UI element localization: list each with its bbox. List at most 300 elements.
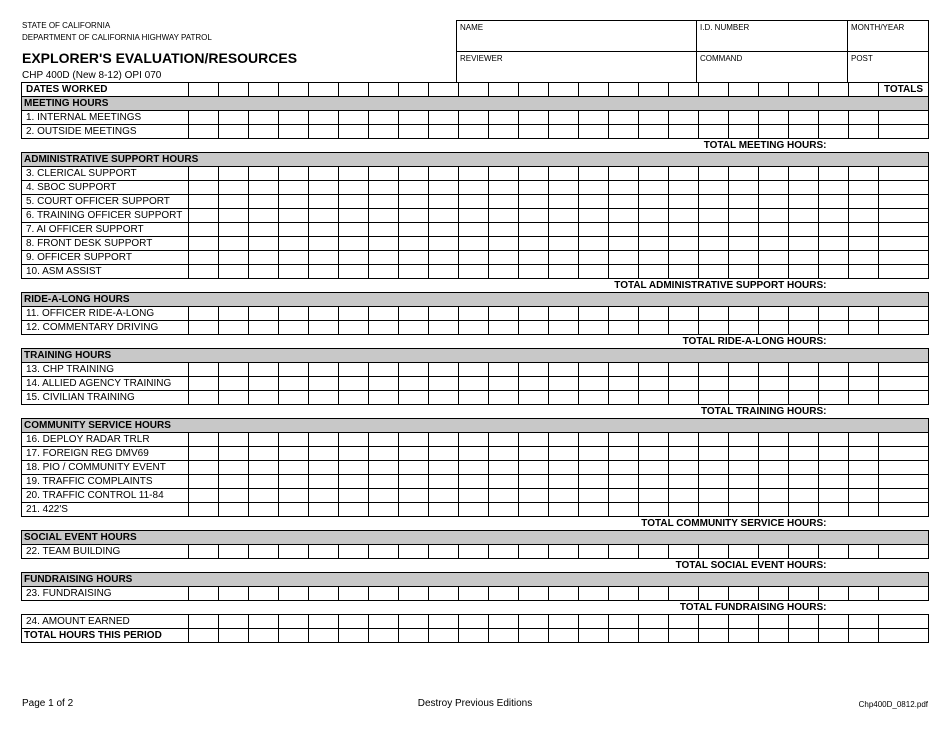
hours-cell[interactable] [459,615,489,629]
hours-cell[interactable] [279,237,309,251]
hours-cell[interactable] [729,209,759,223]
hours-cell[interactable] [699,237,729,251]
hours-cell[interactable] [309,489,339,503]
hours-cell[interactable] [309,391,339,405]
hours-cell[interactable] [249,307,279,321]
hours-cell[interactable] [729,433,759,447]
hours-cell[interactable] [579,223,609,237]
hours-cell[interactable] [549,111,579,125]
hours-cell[interactable] [189,475,219,489]
hours-cell[interactable] [819,461,849,475]
hours-cell[interactable] [219,433,249,447]
hours-cell[interactable] [699,321,729,335]
section-total-value[interactable] [879,559,929,573]
hours-cell[interactable] [729,447,759,461]
hours-cell[interactable] [549,503,579,517]
hours-cell[interactable] [369,265,399,279]
hours-cell[interactable] [849,587,879,601]
command-field[interactable] [697,52,848,83]
hours-cell[interactable] [699,377,729,391]
hours-cell[interactable] [189,223,219,237]
row-total-cell[interactable] [879,237,929,251]
hours-cell[interactable] [489,475,519,489]
hours-cell[interactable] [519,265,549,279]
hours-cell[interactable] [429,209,459,223]
date-cell[interactable] [459,83,489,97]
date-cell[interactable] [549,83,579,97]
hours-cell[interactable] [549,321,579,335]
hours-cell[interactable] [189,615,219,629]
row-total-cell[interactable] [879,615,929,629]
hours-cell[interactable] [699,475,729,489]
hours-cell[interactable] [639,461,669,475]
hours-cell[interactable] [489,265,519,279]
hours-cell[interactable] [579,461,609,475]
hours-cell[interactable] [579,363,609,377]
hours-cell[interactable] [699,545,729,559]
date-cell[interactable] [219,83,249,97]
hours-cell[interactable] [219,307,249,321]
hours-cell[interactable] [219,615,249,629]
hours-cell[interactable] [669,545,699,559]
hours-cell[interactable] [699,265,729,279]
hours-cell[interactable] [639,195,669,209]
row-total-cell[interactable] [879,307,929,321]
hours-cell[interactable] [579,195,609,209]
hours-cell[interactable] [429,125,459,139]
hours-cell[interactable] [459,629,489,643]
hours-cell[interactable] [789,475,819,489]
hours-cell[interactable] [339,223,369,237]
hours-cell[interactable] [609,587,639,601]
hours-cell[interactable] [639,181,669,195]
date-cell[interactable] [399,83,429,97]
hours-cell[interactable] [669,265,699,279]
hours-cell[interactable] [249,363,279,377]
hours-cell[interactable] [399,391,429,405]
row-total-cell[interactable] [879,461,929,475]
hours-cell[interactable] [759,251,789,265]
hours-cell[interactable] [459,587,489,601]
hours-cell[interactable] [849,265,879,279]
hours-cell[interactable] [429,181,459,195]
hours-cell[interactable] [339,615,369,629]
hours-cell[interactable] [729,265,759,279]
hours-cell[interactable] [639,615,669,629]
hours-cell[interactable] [429,223,459,237]
hours-cell[interactable] [339,321,369,335]
hours-cell[interactable] [789,237,819,251]
hours-cell[interactable] [309,237,339,251]
hours-cell[interactable] [519,237,549,251]
hours-cell[interactable] [729,545,759,559]
hours-cell[interactable] [339,265,369,279]
hours-cell[interactable] [369,475,399,489]
hours-cell[interactable] [639,251,669,265]
hours-cell[interactable] [699,489,729,503]
hours-cell[interactable] [249,475,279,489]
hours-cell[interactable] [219,461,249,475]
row-total-cell[interactable] [879,167,929,181]
date-cell[interactable] [639,83,669,97]
hours-cell[interactable] [519,475,549,489]
hours-cell[interactable] [759,545,789,559]
hours-cell[interactable] [639,363,669,377]
hours-cell[interactable] [819,545,849,559]
hours-cell[interactable] [219,223,249,237]
hours-cell[interactable] [399,321,429,335]
hours-cell[interactable] [699,629,729,643]
hours-cell[interactable] [369,321,399,335]
hours-cell[interactable] [699,307,729,321]
row-total-cell[interactable] [879,629,929,643]
hours-cell[interactable] [669,125,699,139]
hours-cell[interactable] [609,503,639,517]
hours-cell[interactable] [429,629,459,643]
hours-cell[interactable] [309,167,339,181]
hours-cell[interactable] [459,475,489,489]
hours-cell[interactable] [399,181,429,195]
row-total-cell[interactable] [879,111,929,125]
hours-cell[interactable] [279,307,309,321]
hours-cell[interactable] [549,167,579,181]
hours-cell[interactable] [849,363,879,377]
hours-cell[interactable] [849,111,879,125]
hours-cell[interactable] [519,111,549,125]
hours-cell[interactable] [819,377,849,391]
hours-cell[interactable] [489,321,519,335]
hours-cell[interactable] [699,587,729,601]
hours-cell[interactable] [609,321,639,335]
hours-cell[interactable] [189,251,219,265]
hours-cell[interactable] [219,195,249,209]
hours-cell[interactable] [399,195,429,209]
hours-cell[interactable] [519,125,549,139]
hours-cell[interactable] [519,587,549,601]
hours-cell[interactable] [219,447,249,461]
date-cell[interactable] [309,83,339,97]
hours-cell[interactable] [819,237,849,251]
hours-cell[interactable] [339,167,369,181]
hours-cell[interactable] [309,125,339,139]
hours-cell[interactable] [309,111,339,125]
hours-cell[interactable] [759,475,789,489]
hours-cell[interactable] [759,503,789,517]
hours-cell[interactable] [399,489,429,503]
hours-cell[interactable] [519,363,549,377]
hours-cell[interactable] [759,433,789,447]
date-cell[interactable] [489,83,519,97]
hours-cell[interactable] [399,377,429,391]
hours-cell[interactable] [669,489,699,503]
hours-cell[interactable] [729,489,759,503]
hours-cell[interactable] [729,363,759,377]
hours-cell[interactable] [189,587,219,601]
hours-cell[interactable] [639,629,669,643]
hours-cell[interactable] [759,363,789,377]
hours-cell[interactable] [639,587,669,601]
hours-cell[interactable] [789,209,819,223]
hours-cell[interactable] [669,391,699,405]
hours-cell[interactable] [699,223,729,237]
hours-cell[interactable] [579,321,609,335]
hours-cell[interactable] [579,615,609,629]
section-total-value[interactable] [879,601,929,615]
hours-cell[interactable] [579,629,609,643]
hours-cell[interactable] [759,265,789,279]
hours-cell[interactable] [189,167,219,181]
hours-cell[interactable] [669,307,699,321]
row-total-cell[interactable] [879,195,929,209]
hours-cell[interactable] [339,391,369,405]
row-total-cell[interactable] [879,503,929,517]
hours-cell[interactable] [579,209,609,223]
date-cell[interactable] [339,83,369,97]
hours-cell[interactable] [669,503,699,517]
hours-cell[interactable] [489,209,519,223]
hours-cell[interactable] [549,587,579,601]
hours-cell[interactable] [339,475,369,489]
hours-cell[interactable] [789,195,819,209]
hours-cell[interactable] [579,587,609,601]
hours-cell[interactable] [369,125,399,139]
hours-cell[interactable] [339,461,369,475]
hours-cell[interactable] [309,587,339,601]
section-total-value[interactable] [879,405,929,419]
hours-cell[interactable] [489,447,519,461]
hours-cell[interactable] [249,321,279,335]
hours-cell[interactable] [819,167,849,181]
hours-cell[interactable] [849,321,879,335]
hours-cell[interactable] [729,321,759,335]
hours-cell[interactable] [549,125,579,139]
hours-cell[interactable] [819,321,849,335]
hours-cell[interactable] [369,489,399,503]
hours-cell[interactable] [489,111,519,125]
hours-cell[interactable] [279,587,309,601]
section-total-value[interactable] [879,517,929,531]
hours-cell[interactable] [399,363,429,377]
hours-cell[interactable] [579,545,609,559]
hours-cell[interactable] [789,489,819,503]
hours-cell[interactable] [699,433,729,447]
hours-cell[interactable] [819,391,849,405]
hours-cell[interactable] [459,265,489,279]
hours-cell[interactable] [579,433,609,447]
hours-cell[interactable] [519,223,549,237]
hours-cell[interactable] [279,475,309,489]
hours-cell[interactable] [399,223,429,237]
hours-cell[interactable] [609,209,639,223]
hours-cell[interactable] [639,111,669,125]
hours-cell[interactable] [309,461,339,475]
hours-cell[interactable] [399,209,429,223]
hours-cell[interactable] [729,461,759,475]
hours-cell[interactable] [699,125,729,139]
hours-cell[interactable] [669,587,699,601]
hours-cell[interactable] [789,461,819,475]
hours-cell[interactable] [819,587,849,601]
hours-cell[interactable] [429,237,459,251]
hours-cell[interactable] [339,587,369,601]
hours-cell[interactable] [369,629,399,643]
hours-cell[interactable] [789,251,819,265]
hours-cell[interactable] [429,363,459,377]
hours-cell[interactable] [609,615,639,629]
hours-cell[interactable] [519,251,549,265]
hours-cell[interactable] [669,363,699,377]
hours-cell[interactable] [489,461,519,475]
hours-cell[interactable] [249,629,279,643]
date-cell[interactable] [789,83,819,97]
hours-cell[interactable] [579,237,609,251]
hours-cell[interactable] [759,223,789,237]
hours-cell[interactable] [819,475,849,489]
hours-cell[interactable] [459,237,489,251]
hours-cell[interactable] [639,433,669,447]
hours-cell[interactable] [189,391,219,405]
hours-cell[interactable] [519,545,549,559]
name-field[interactable] [457,21,697,52]
row-total-cell[interactable] [879,321,929,335]
hours-cell[interactable] [309,447,339,461]
hours-cell[interactable] [669,447,699,461]
hours-cell[interactable] [279,461,309,475]
hours-cell[interactable] [849,629,879,643]
hours-cell[interactable] [279,209,309,223]
hours-cell[interactable] [489,377,519,391]
hours-cell[interactable] [609,181,639,195]
hours-cell[interactable] [279,251,309,265]
hours-cell[interactable] [789,181,819,195]
hours-cell[interactable] [819,181,849,195]
hours-cell[interactable] [399,125,429,139]
section-total-value[interactable] [879,335,929,349]
hours-cell[interactable] [399,433,429,447]
hours-cell[interactable] [519,503,549,517]
hours-cell[interactable] [189,209,219,223]
hours-cell[interactable] [549,307,579,321]
hours-cell[interactable] [819,363,849,377]
hours-cell[interactable] [579,111,609,125]
hours-cell[interactable] [699,615,729,629]
hours-cell[interactable] [759,587,789,601]
hours-cell[interactable] [489,433,519,447]
hours-cell[interactable] [279,195,309,209]
hours-cell[interactable] [459,447,489,461]
hours-cell[interactable] [219,111,249,125]
row-total-cell[interactable] [879,363,929,377]
hours-cell[interactable] [609,391,639,405]
hours-cell[interactable] [219,237,249,251]
hours-cell[interactable] [519,433,549,447]
hours-cell[interactable] [189,377,219,391]
hours-cell[interactable] [849,223,879,237]
hours-cell[interactable] [369,251,399,265]
date-cell[interactable] [819,83,849,97]
hours-cell[interactable] [699,167,729,181]
date-cell[interactable] [189,83,219,97]
hours-cell[interactable] [249,503,279,517]
hours-cell[interactable] [399,503,429,517]
hours-cell[interactable] [639,321,669,335]
hours-cell[interactable] [729,475,759,489]
hours-cell[interactable] [219,503,249,517]
hours-cell[interactable] [669,209,699,223]
hours-cell[interactable] [579,489,609,503]
hours-cell[interactable] [429,503,459,517]
hours-cell[interactable] [609,377,639,391]
hours-cell[interactable] [189,125,219,139]
hours-cell[interactable] [849,503,879,517]
hours-cell[interactable] [669,461,699,475]
hours-cell[interactable] [189,461,219,475]
hours-cell[interactable] [819,615,849,629]
hours-cell[interactable] [729,111,759,125]
hours-cell[interactable] [579,503,609,517]
hours-cell[interactable] [609,195,639,209]
hours-cell[interactable] [789,307,819,321]
hours-cell[interactable] [849,447,879,461]
hours-cell[interactable] [339,503,369,517]
hours-cell[interactable] [249,111,279,125]
hours-cell[interactable] [519,307,549,321]
hours-cell[interactable] [789,629,819,643]
hours-cell[interactable] [849,167,879,181]
hours-cell[interactable] [639,209,669,223]
hours-cell[interactable] [279,223,309,237]
hours-cell[interactable] [459,545,489,559]
row-total-cell[interactable] [879,391,929,405]
hours-cell[interactable] [309,307,339,321]
hours-cell[interactable] [399,587,429,601]
hours-cell[interactable] [759,461,789,475]
hours-cell[interactable] [429,321,459,335]
hours-cell[interactable] [429,195,459,209]
hours-cell[interactable] [759,237,789,251]
hours-cell[interactable] [339,363,369,377]
hours-cell[interactable] [729,307,759,321]
hours-cell[interactable] [429,111,459,125]
hours-cell[interactable] [189,447,219,461]
hours-cell[interactable] [639,265,669,279]
hours-cell[interactable] [789,363,819,377]
hours-cell[interactable] [249,125,279,139]
hours-cell[interactable] [759,629,789,643]
hours-cell[interactable] [279,377,309,391]
hours-cell[interactable] [339,545,369,559]
hours-cell[interactable] [369,181,399,195]
hours-cell[interactable] [489,391,519,405]
hours-cell[interactable] [189,363,219,377]
row-total-cell[interactable] [879,209,929,223]
hours-cell[interactable] [399,629,429,643]
hours-cell[interactable] [789,167,819,181]
hours-cell[interactable] [849,125,879,139]
hours-cell[interactable] [399,251,429,265]
hours-cell[interactable] [699,251,729,265]
hours-cell[interactable] [249,587,279,601]
hours-cell[interactable] [789,377,819,391]
hours-cell[interactable] [219,125,249,139]
hours-cell[interactable] [459,251,489,265]
hours-cell[interactable] [699,363,729,377]
hours-cell[interactable] [789,265,819,279]
hours-cell[interactable] [579,377,609,391]
hours-cell[interactable] [639,307,669,321]
hours-cell[interactable] [189,545,219,559]
hours-cell[interactable] [609,461,639,475]
